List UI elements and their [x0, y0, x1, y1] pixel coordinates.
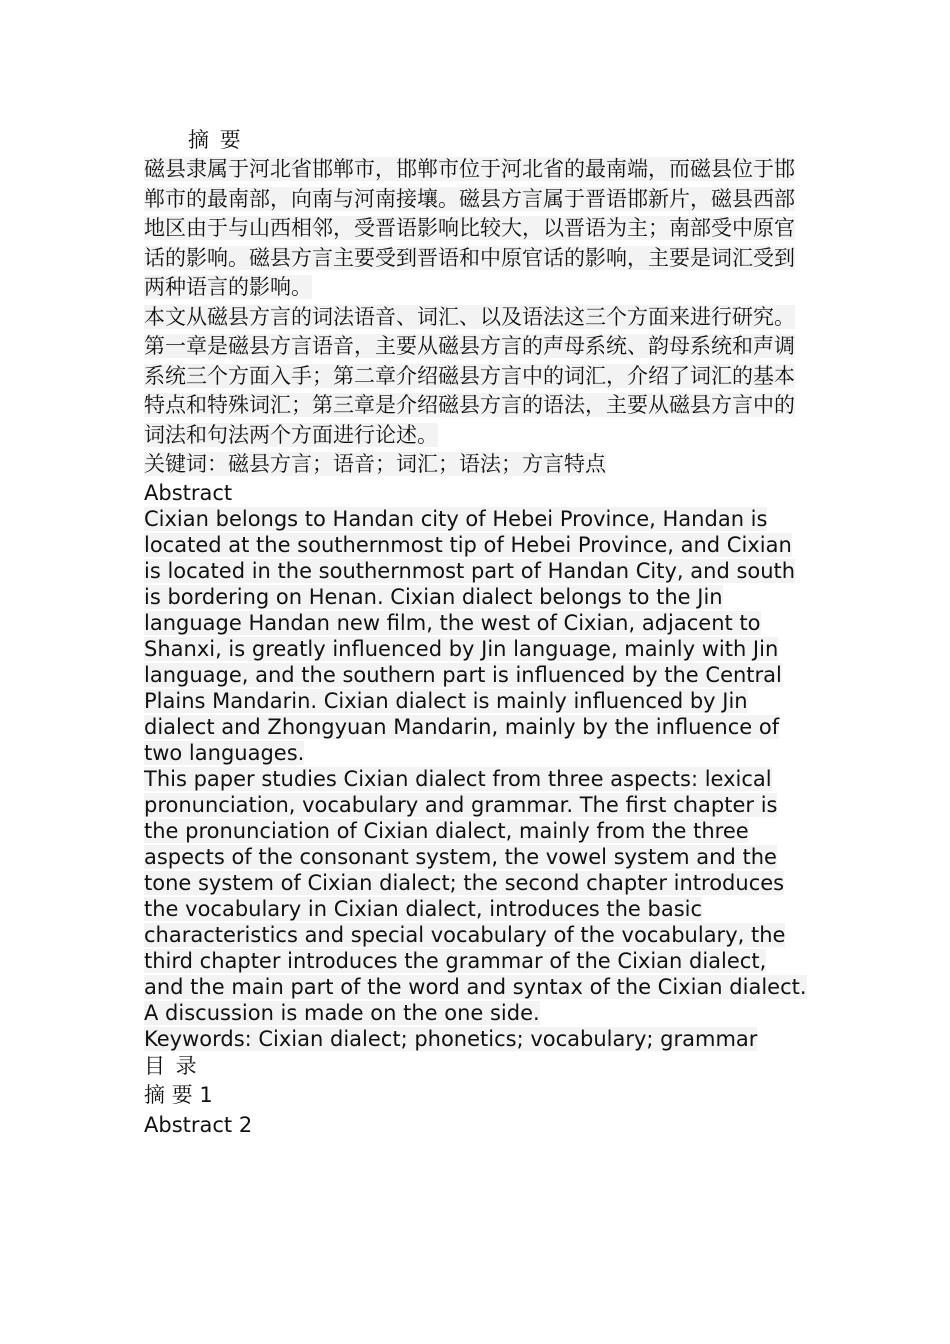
abstract-cn-heading: 摘 要	[188, 128, 243, 152]
toc-entry-abstract-cn[interactable]: 摘 要 1	[144, 1083, 213, 1107]
abstract-en-paragraph-2-text: This paper studies Cixian dialect from three aspects: lexical pronunciation, vocabulary and grammar. The first chapter is the pronunciation of Cixian dialect, mainly from the three aspects of the consonant system, the vowel system and the tone system of Cixian dialect; the second chapter introduces the vocabulary in Cixian dialect, introduces the basic characteristics and special vocabulary of the vocabulary, the third chapter introduces the grammar of the Cixian dialect, and the main part of the word and syntax of the Cixian dialect. A discussion is made on the one side.	[144, 766, 807, 1025]
abstract-en-keywords	[144, 1026, 808, 1052]
abstract-cn-paragraph-1	[144, 155, 808, 303]
toc-heading: 目 录	[144, 1053, 199, 1078]
abstract-en-heading: Abstract	[144, 480, 233, 505]
abstract-cn-paragraph-2	[144, 303, 808, 451]
abstract-en-paragraph-2	[144, 766, 808, 1026]
abstract-cn-keywords	[144, 450, 808, 480]
abstract-cn-paragraph-2-text: 本文从磁县方言的词法语音、词汇、以及语法这三个方面来进行研究。第一章是磁县方言语音，主要从磁县方言的声母系统、韵母系统和声调系统三个方面入手；第二章介绍磁县方言中的词汇，介绍了词汇的基本特点和特殊词汇；第三章是介绍磁县方言的语法，主要从磁县方言中的词法和句法两个方面进行论述。	[144, 304, 795, 447]
toc-entry-abstract-en[interactable]: Abstract 2	[144, 1112, 253, 1137]
document-body	[144, 126, 808, 1140]
abstract-cn-paragraph-1-text: 磁县隶属于河北省邯郸市，邯郸市位于河北省的最南端，而磁县位于邯郸市的最南部，向南与河南接壤。磁县方言属于晋语邯新片，磁县西部地区由于与山西相邻，受晋语影响比较大，以晋语为主；南部受中原官话的影响。磁县方言主要受到晋语和中原官话的影响，主要是词汇受到两种语言的影响。	[144, 157, 795, 299]
abstract-cn-keywords-text: 关键词：磁县方言；语音；词汇；语法；方言特点	[144, 452, 606, 476]
abstract-en-paragraph-1	[144, 506, 808, 766]
abstract-en-paragraph-1-text: Cixian belongs to Handan city of Hebei Province, Handan is located at the southernmost tip of Hebei Province, and Cixian is located in the southernmost part of Handan City, and south is bordering on Henan. Cixian dialect belongs to the Jin language Handan new film, the west of Cixian, adjacent to Shanxi, is greatly influenced by Jin language, mainly with Jin language, and the southern part is influenced by the Central Plains Mandarin. Cixian dialect is mainly influenced by Jin dialect and Zhongyuan Mandarin, mainly by the influence of two languages.	[144, 506, 796, 765]
abstract-en-keywords-text: Keywords: Cixian dialect; phonetics; vocabulary; grammar	[144, 1026, 758, 1051]
